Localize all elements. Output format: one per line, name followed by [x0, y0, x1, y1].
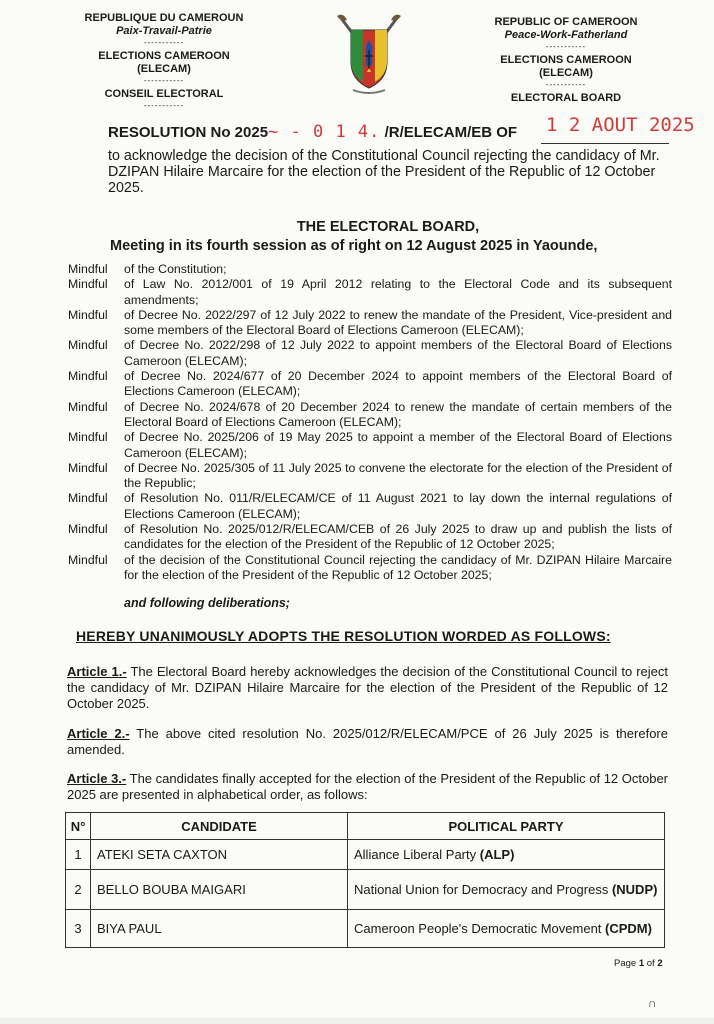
page-number	[614, 958, 663, 969]
page-corner-icon: ∩	[648, 996, 657, 1010]
board-fr: CONSEIL ELECTORAL	[104, 88, 224, 100]
party-abbr: (CPDM)	[605, 920, 652, 936]
article-1	[67, 664, 668, 712]
resolution-suffix: /R/ELECAM/EB OF	[384, 124, 518, 141]
header-right	[478, 16, 654, 105]
article-3	[67, 771, 668, 803]
mindful-label: Mindful	[68, 430, 108, 445]
mindful-label: Mindful	[68, 460, 108, 475]
mindful-item	[68, 369, 672, 400]
mindful-list	[68, 262, 672, 583]
mindful-label: Mindful	[68, 369, 108, 384]
date-stamp: 1 2 AOUT 2025	[546, 114, 695, 136]
cameroon-coat-of-arms-icon	[333, 10, 405, 94]
row-number: 1	[66, 840, 91, 870]
row-number: 3	[66, 910, 91, 948]
mindful-text: of Decree No. 2022/298 of 12 July 2022 to appoint members of the Electoral Board of Elections Cameroon (ELECAM);	[124, 338, 672, 368]
page-word: Page	[614, 958, 637, 969]
date-underline	[541, 143, 669, 144]
mindful-item	[68, 400, 672, 431]
candidate-name: ATEKI SETA CAXTON	[91, 840, 348, 870]
row-number: 2	[66, 870, 91, 910]
mindful-label: Mindful	[68, 262, 108, 276]
table-header-row	[66, 813, 665, 840]
party-name: Alliance Liberal Party	[354, 846, 480, 862]
mindful-item	[68, 430, 672, 461]
column-header-number: N°	[66, 813, 91, 840]
mindful-item	[68, 262, 672, 277]
board-heading: THE ELECTORAL BOARD,	[296, 219, 480, 235]
country-fr: REPUBLIQUE DU CAMEROUN	[84, 12, 244, 24]
divider: -----------	[143, 101, 185, 110]
mindful-item	[68, 461, 672, 492]
table-row	[66, 840, 665, 870]
resolution-subject: to acknowledge the decision of the Constitutional Council rejecting the candidacy of Mr. DZIPAN Hilaire Marcaire for the election of the President of the Republic of 12 October 2025.	[108, 148, 660, 196]
article-text: The Electoral Board hereby acknowledges the decision of the Constitutional Council to reject the candidacy of Mr. DZIPAN Hilaire Marcaire for the election of the President of the Republic of 12 October 2025.	[67, 664, 668, 711]
article-label: Article 1.-	[67, 664, 127, 679]
table-row	[66, 870, 665, 910]
mindful-label: Mindful	[68, 491, 108, 506]
deliberations-line: and following deliberations;	[124, 596, 290, 610]
meeting-line: Meeting in its fourth session as of right on 12 August 2025 in Yaounde,	[110, 238, 598, 254]
motto-fr: Paix-Travail-Patrie	[116, 25, 212, 37]
org-abbr-en: (ELECAM)	[539, 67, 593, 79]
mindful-item	[68, 338, 672, 369]
org-name-fr: ELECTIONS CAMEROON	[98, 50, 230, 62]
divider: -----------	[545, 80, 587, 89]
divider: -----------	[143, 38, 185, 47]
page-current: 1	[638, 958, 645, 969]
candidates-table	[65, 812, 665, 948]
mindful-item	[68, 522, 672, 553]
country-en: REPUBLIC OF CAMEROON	[494, 16, 638, 28]
column-header-party: POLITICAL PARTY	[348, 813, 665, 840]
column-header-candidate: CANDIDATE	[91, 813, 348, 840]
mindful-item	[68, 277, 672, 308]
article-text: The candidates finally accepted for the election of the President of the Republic of 12 October 2025 are presented in alphabetical order, as follows:	[67, 771, 669, 802]
mindful-text: of Decree No. 2024/677 of 20 December 2024 to appoint members of the Electoral Board of Elections Cameroon (ELECAM);	[124, 369, 672, 399]
divider: -----------	[143, 76, 185, 85]
resolution-prefix: RESOLUTION No 2025	[108, 124, 269, 141]
party-cell	[348, 910, 665, 948]
party-name: National Union for Democracy and Progress	[354, 881, 612, 897]
party-abbr: (NUDP)	[611, 881, 658, 897]
header-left	[78, 12, 250, 111]
mindful-text: of Decree No. 2025/206 of 19 May 2025 to appoint a member of the Electoral Board of Elections Cameroon (ELECAM);	[124, 430, 672, 460]
mindful-text: of Decree No. 2024/678 of 20 December 2024 to renew the mandate of certain members of the Electoral Board of Elections Cameroon (ELECAM);	[124, 399, 672, 429]
mindful-item	[68, 308, 672, 339]
page-total: 2	[657, 958, 663, 969]
board-en: ELECTORAL BOARD	[510, 92, 622, 104]
mindful-text: of Decree No. 2022/297 of 12 July 2022 to renew the mandate of the President, Vice-president and some members of the Electoral Board of Elections Cameroon (ELECAM);	[124, 307, 672, 338]
article-text: The above cited resolution No. 2025/012/R/ELECAM/PCE of 26 July 2025 is therefore amended.	[67, 726, 668, 757]
candidate-name: BIYA PAUL	[91, 910, 348, 948]
mindful-text: of Decree No. 2025/305 of 11 July 2025 to convene the electorate for the election of the President of the Republic;	[124, 460, 672, 491]
candidate-name: BELLO BOUBA MAIGARI	[91, 870, 348, 910]
table-row	[66, 910, 665, 948]
page-of: of	[646, 958, 655, 969]
mindful-item	[68, 553, 672, 584]
org-abbr-fr: (ELECAM)	[137, 63, 191, 75]
resolution-number-stamp: ~ - 0 1 4.	[268, 122, 381, 142]
party-name: Cameroon People's Democratic Movement	[354, 920, 606, 936]
org-name-en: ELECTIONS CAMEROON	[500, 54, 632, 66]
mindful-label: Mindful	[68, 338, 108, 353]
party-cell	[348, 840, 665, 870]
party-cell	[348, 870, 665, 910]
divider: -----------	[545, 42, 587, 51]
resolution-title	[108, 122, 517, 142]
motto-en: Peace-Work-Fatherland	[504, 29, 628, 41]
mindful-text: of the decision of the Constitutional Council rejecting the candidacy of Mr. DZIPAN Hilaire Marcaire for the election of the President of the Republic of 12 October 2025;	[124, 552, 672, 582]
mindful-label: Mindful	[68, 399, 108, 414]
mindful-text: of the Constitution;	[124, 262, 227, 276]
mindful-label: Mindful	[68, 307, 108, 322]
adopts-heading: HEREBY UNANIMOUSLY ADOPTS THE RESOLUTION WORDED AS FOLLOWS:	[76, 628, 611, 644]
mindful-text: of Resolution No. 2025/012/R/ELECAM/CEB of 26 July 2025 to draw up and publish the lists of candidates for the election of the President of the Republic of 12 October 2025;	[124, 522, 672, 552]
mindful-text: of Law No. 2012/001 of 19 April 2012 relating to the Electoral Code and its subsequent amendments;	[124, 277, 672, 307]
mindful-label: Mindful	[68, 552, 108, 567]
article-label: Article 3.-	[67, 771, 127, 786]
article-label: Article 2.-	[67, 726, 130, 741]
mindful-item	[68, 491, 672, 522]
mindful-label: Mindful	[68, 277, 108, 292]
article-2	[67, 726, 668, 758]
mindful-label: Mindful	[68, 522, 108, 537]
party-abbr: (ALP)	[479, 846, 515, 862]
mindful-text: of Resolution No. 011/R/ELECAM/CE of 11 August 2021 to lay down the internal regulations of Elections Cameroon (ELECAM);	[124, 491, 672, 521]
